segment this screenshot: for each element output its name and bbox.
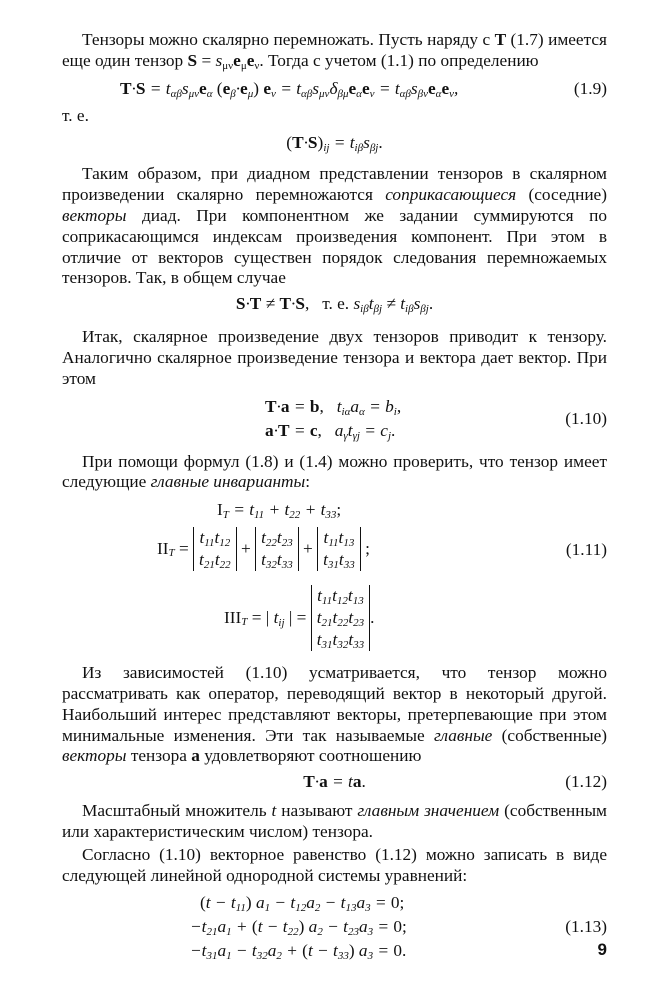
determinant-3x3: $t_{11}t_{12}t_{13}$ $t_{21}t_{22}t_{23}$ $t_{31}t_{32}t_{33}$ <box>311 585 370 651</box>
equation-number-1-13: (1.13) <box>565 917 607 937</box>
determinant-2x2-a: $t_{11}t_{12}$ $t_{21}t_{22}$ <box>193 527 237 571</box>
paragraph-5: При помощи формул (1.8) и (1.4) можно проверить, что тензор имеет следующие главные инварианты: <box>62 451 607 492</box>
paragraph-4: Итак, скалярное произведение двух тензоров приводит к тензору. Аналогично скалярное произведение тензора и вектора дает вектор. При этом <box>62 327 607 388</box>
equation-1-13: $(t - t_{11})$ $a_1 - t_{12}a_2 - t_{13}a_3 = 0$; $-t_{21}a_1 + (t - t_{22}) a_2 - t_{23}a_3 = 0$; $-t_{31}a_1 - t_{32}a_2 + (t - t_{33}) a_3 = 0$. (1.13) <box>190 893 607 963</box>
paragraph-8: Согласно (1.10) векторное равенство (1.12) можно записать в виде следующей линейной однородной системы уравнений: <box>62 844 607 885</box>
equation-number-1-9: (1.9) <box>573 78 607 98</box>
equation-1-9: $T\cdot S = t_{\alpha\beta}s_{\mu\nu}e_\alpha$ $(e_\beta\cdot e_\mu) e_\nu = t_{\alpha\beta}s_{\mu\nu}\delta_{\beta\mu}e_\alpha e_\nu = t_{\alpha\beta}s_{\beta\nu}e_\alpha e_\nu$, (1.9) <box>120 78 607 100</box>
equation-invariant-3: $III_T$ = | $t_{ij}$ | = $t_{11}t_{12}t_{13}$ $t_{21}t_{22}t_{23}$ $t_{31}t_{32}t_{33}$ . <box>224 586 375 652</box>
equation-noncommutative: S·T ≠ T·S, т. е. $s_{i\beta}t_{\beta j} \ne t_{i\beta}s_{\beta j}$. <box>235 294 434 316</box>
paragraph-1: Тензоры можно скалярно перемножать. Пусть наряду с T (1.7) имеется еще один тензор $S = s_{\mu\nu}e_\mu e_\nu$. Тогда с учетом (1.1) по определению <box>62 30 607 72</box>
paragraph-6: Из зависимостей (1.10) усматривается, что тензор можно рассматривать как оператор, переводящий вектор в некоторый другой. Наибольший интерес представляют векторы, претерпевающие при этом минимальные изменения. Эти так называемые главные (собственные) векторы тензора a удовлетворяют соотношению <box>62 663 607 766</box>
equation-number-1-11: (1.11) <box>565 540 607 560</box>
determinant-2x2-b: $t_{22}t_{23}$ $t_{32}t_{33}$ <box>255 527 299 571</box>
equation-invariant-1: $I_T = t_{11} + t_{22} + t_{33}$; <box>217 500 342 522</box>
paragraph-2: т. е. <box>62 105 89 125</box>
equation-number-1-10: (1.10) <box>565 408 607 428</box>
page-content <box>62 30 607 964</box>
equation-invariant-2: $II_T$ = $t_{11}t_{12}$ $t_{21}t_{22}$ + $t_{22}t_{23}$ $t_{32}t_{33}$ + $t_{11}t_{13}$ $t_{31}t_{33}$ ; (1.11) <box>157 528 607 572</box>
paragraph-3: Таким образом, при диадном представлении тензоров в скалярном произведении скалярно перемножаются соприкасающиеся (соседние) векторы диад. При компонентном же задании суммируются по соприкасающимся индексам произведения компонент. При этом в отличие от векторов существен порядок следования перемножаемых тензоров. Так, в общем случае <box>62 164 607 288</box>
equation-1-12: T·a = ta. (1.12) <box>303 772 607 792</box>
equation-1-10: T·a = b, $t_{i\alpha}a_\alpha = b_i$, a·T = c, $a_\gamma t_{\gamma j} = c_j$. (1.10) <box>265 396 607 442</box>
page-number: 9 <box>597 940 607 959</box>
equation-ts: $(T\cdot S)_{ij} = t_{i\beta}s_{\beta j}$. <box>286 133 383 155</box>
equation-number-1-12: (1.12) <box>565 772 607 792</box>
paragraph-7: Масштабный множитель t называют главным значением (собственным или характеристическим числом) тензора. <box>62 801 607 841</box>
determinant-2x2-c: $t_{11}t_{13}$ $t_{31}t_{33}$ <box>317 527 361 571</box>
